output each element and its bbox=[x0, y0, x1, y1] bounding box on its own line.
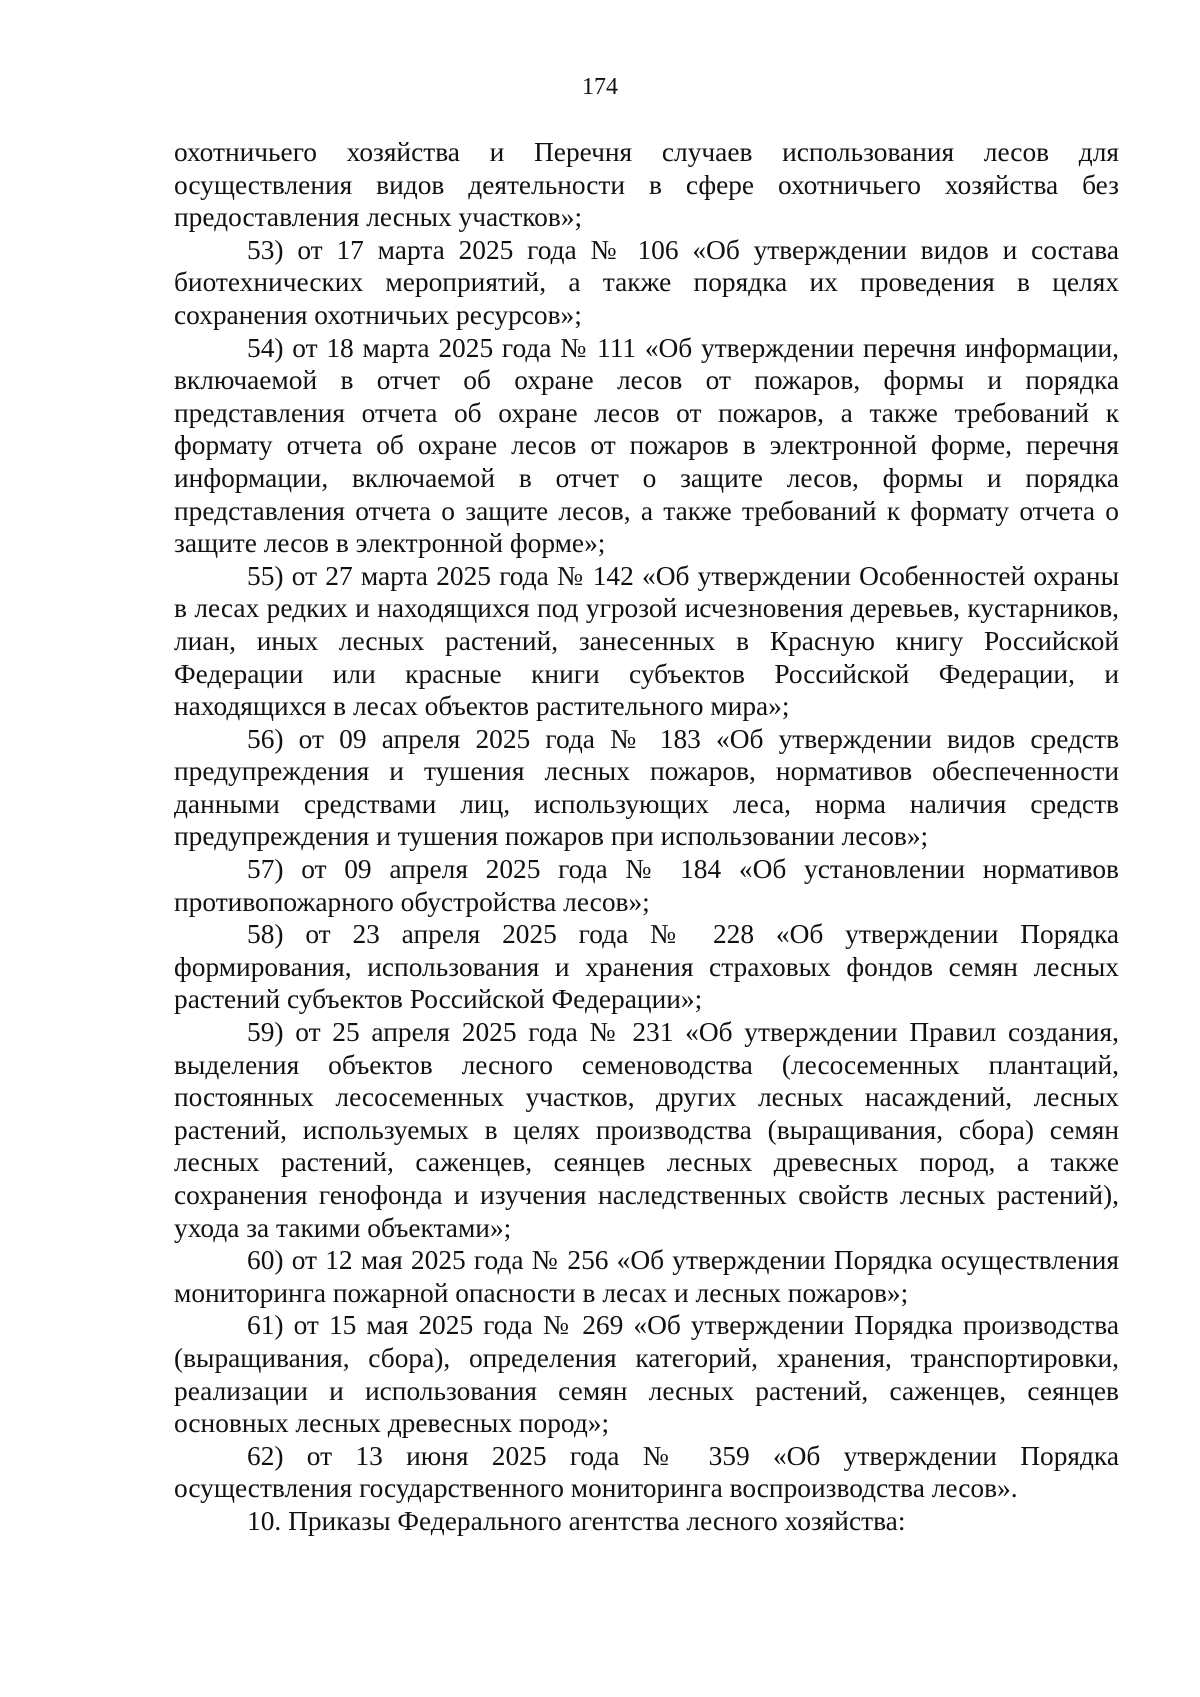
list-item-57: 57) от 09 апреля 2025 года № 184 «Об установлении нормативов противопожарного обустройства лесов»; bbox=[174, 854, 1119, 917]
list-item-56: 56) от 09 апреля 2025 года № 183 «Об утверждении видов средств предупреждения и тушения лесных пожаров, нормативов обеспеченности данными средствами лиц, использующих леса, норма наличия средств предупреждения и тушения пожаров при использовании лесов»; bbox=[174, 723, 1119, 852]
list-item-54: 54) от 18 марта 2025 года № 111 «Об утверждении перечня информации, включаемой в отчет об охране лесов от пожаров, формы и порядка представления отчета об охране лесов от пожаров, а также требований к формату отчета об охране лесов от пожаров в электронной форме, перечня информации, включаемой в отчет о защите лесов, формы и порядка представления отчета о защите лесов, а также требований к формату отчета о защите лесов в электронной форме»; bbox=[174, 332, 1119, 559]
list-item-60: 60) от 12 мая 2025 года № 256 «Об утверждении Порядка осуществления мониторинга пожарной опасности в лесах и лесных пожаров»; bbox=[174, 1245, 1119, 1308]
list-item-59: 59) от 25 апреля 2025 года № 231 «Об утверждении Правил создания, выделения объектов лесного семеноводства (лесосеменных плантаций, постоянных лесосеменных участков, других лесных насаждений, лесных растений, используемых в целях производства (выращивания, сбора) семян лесных растений, саженцев, сеянцев лесных древесных пород, а также сохранения генофонда и изучения наследственных свойств лесных растений), ухода за такими объектами»; bbox=[174, 1017, 1119, 1243]
document-body bbox=[174, 136, 1119, 1538]
page-number: 174 bbox=[582, 74, 618, 100]
list-item-62: 62) от 13 июня 2025 года № 359 «Об утверждении Порядка осуществления государственного мониторинга воспроизводства лесов». bbox=[174, 1440, 1119, 1504]
list-item-53: 53) от 17 марта 2025 года № 106 «Об утверждении видов и состава биотехнических мероприятий, а также порядка их проведения в целях сохранения охотничьих ресурсов»; bbox=[174, 234, 1119, 330]
paragraph-continuation: охотничьего хозяйства и Перечня случаев использования лесов для осуществления видов деятельности в сфере охотничьего хозяйства без предоставления лесных участков»; bbox=[174, 137, 1119, 233]
list-item-58: 58) от 23 апреля 2025 года № 228 «Об утверждении Порядка формирования, использования и хранения страховых фондов семян лесных растений субъектов Российской Федерации»; bbox=[174, 919, 1119, 1015]
section-heading-10: 10. Приказы Федерального агентства лесного хозяйства: bbox=[247, 1505, 906, 1536]
list-item-61: 61) от 15 мая 2025 года № 269 «Об утверждении Порядка производства (выращивания, сбора), определения категорий, хранения, транспортировки, реализации и использования семян лесных растений, саженцев, сеянцев основных лесных древесных пород»; bbox=[174, 1310, 1119, 1439]
list-item-55: 55) от 27 марта 2025 года № 142 «Об утверждении Особенностей охраны в лесах редких и находящихся под угрозой исчезновения деревьев, кустарников, лиан, иных лесных растений, занесенных в Красную книгу Российской Федерации или красные книги субъектов Российской Федерации, и находящихся в лесах объектов растительного мира»; bbox=[174, 560, 1119, 722]
